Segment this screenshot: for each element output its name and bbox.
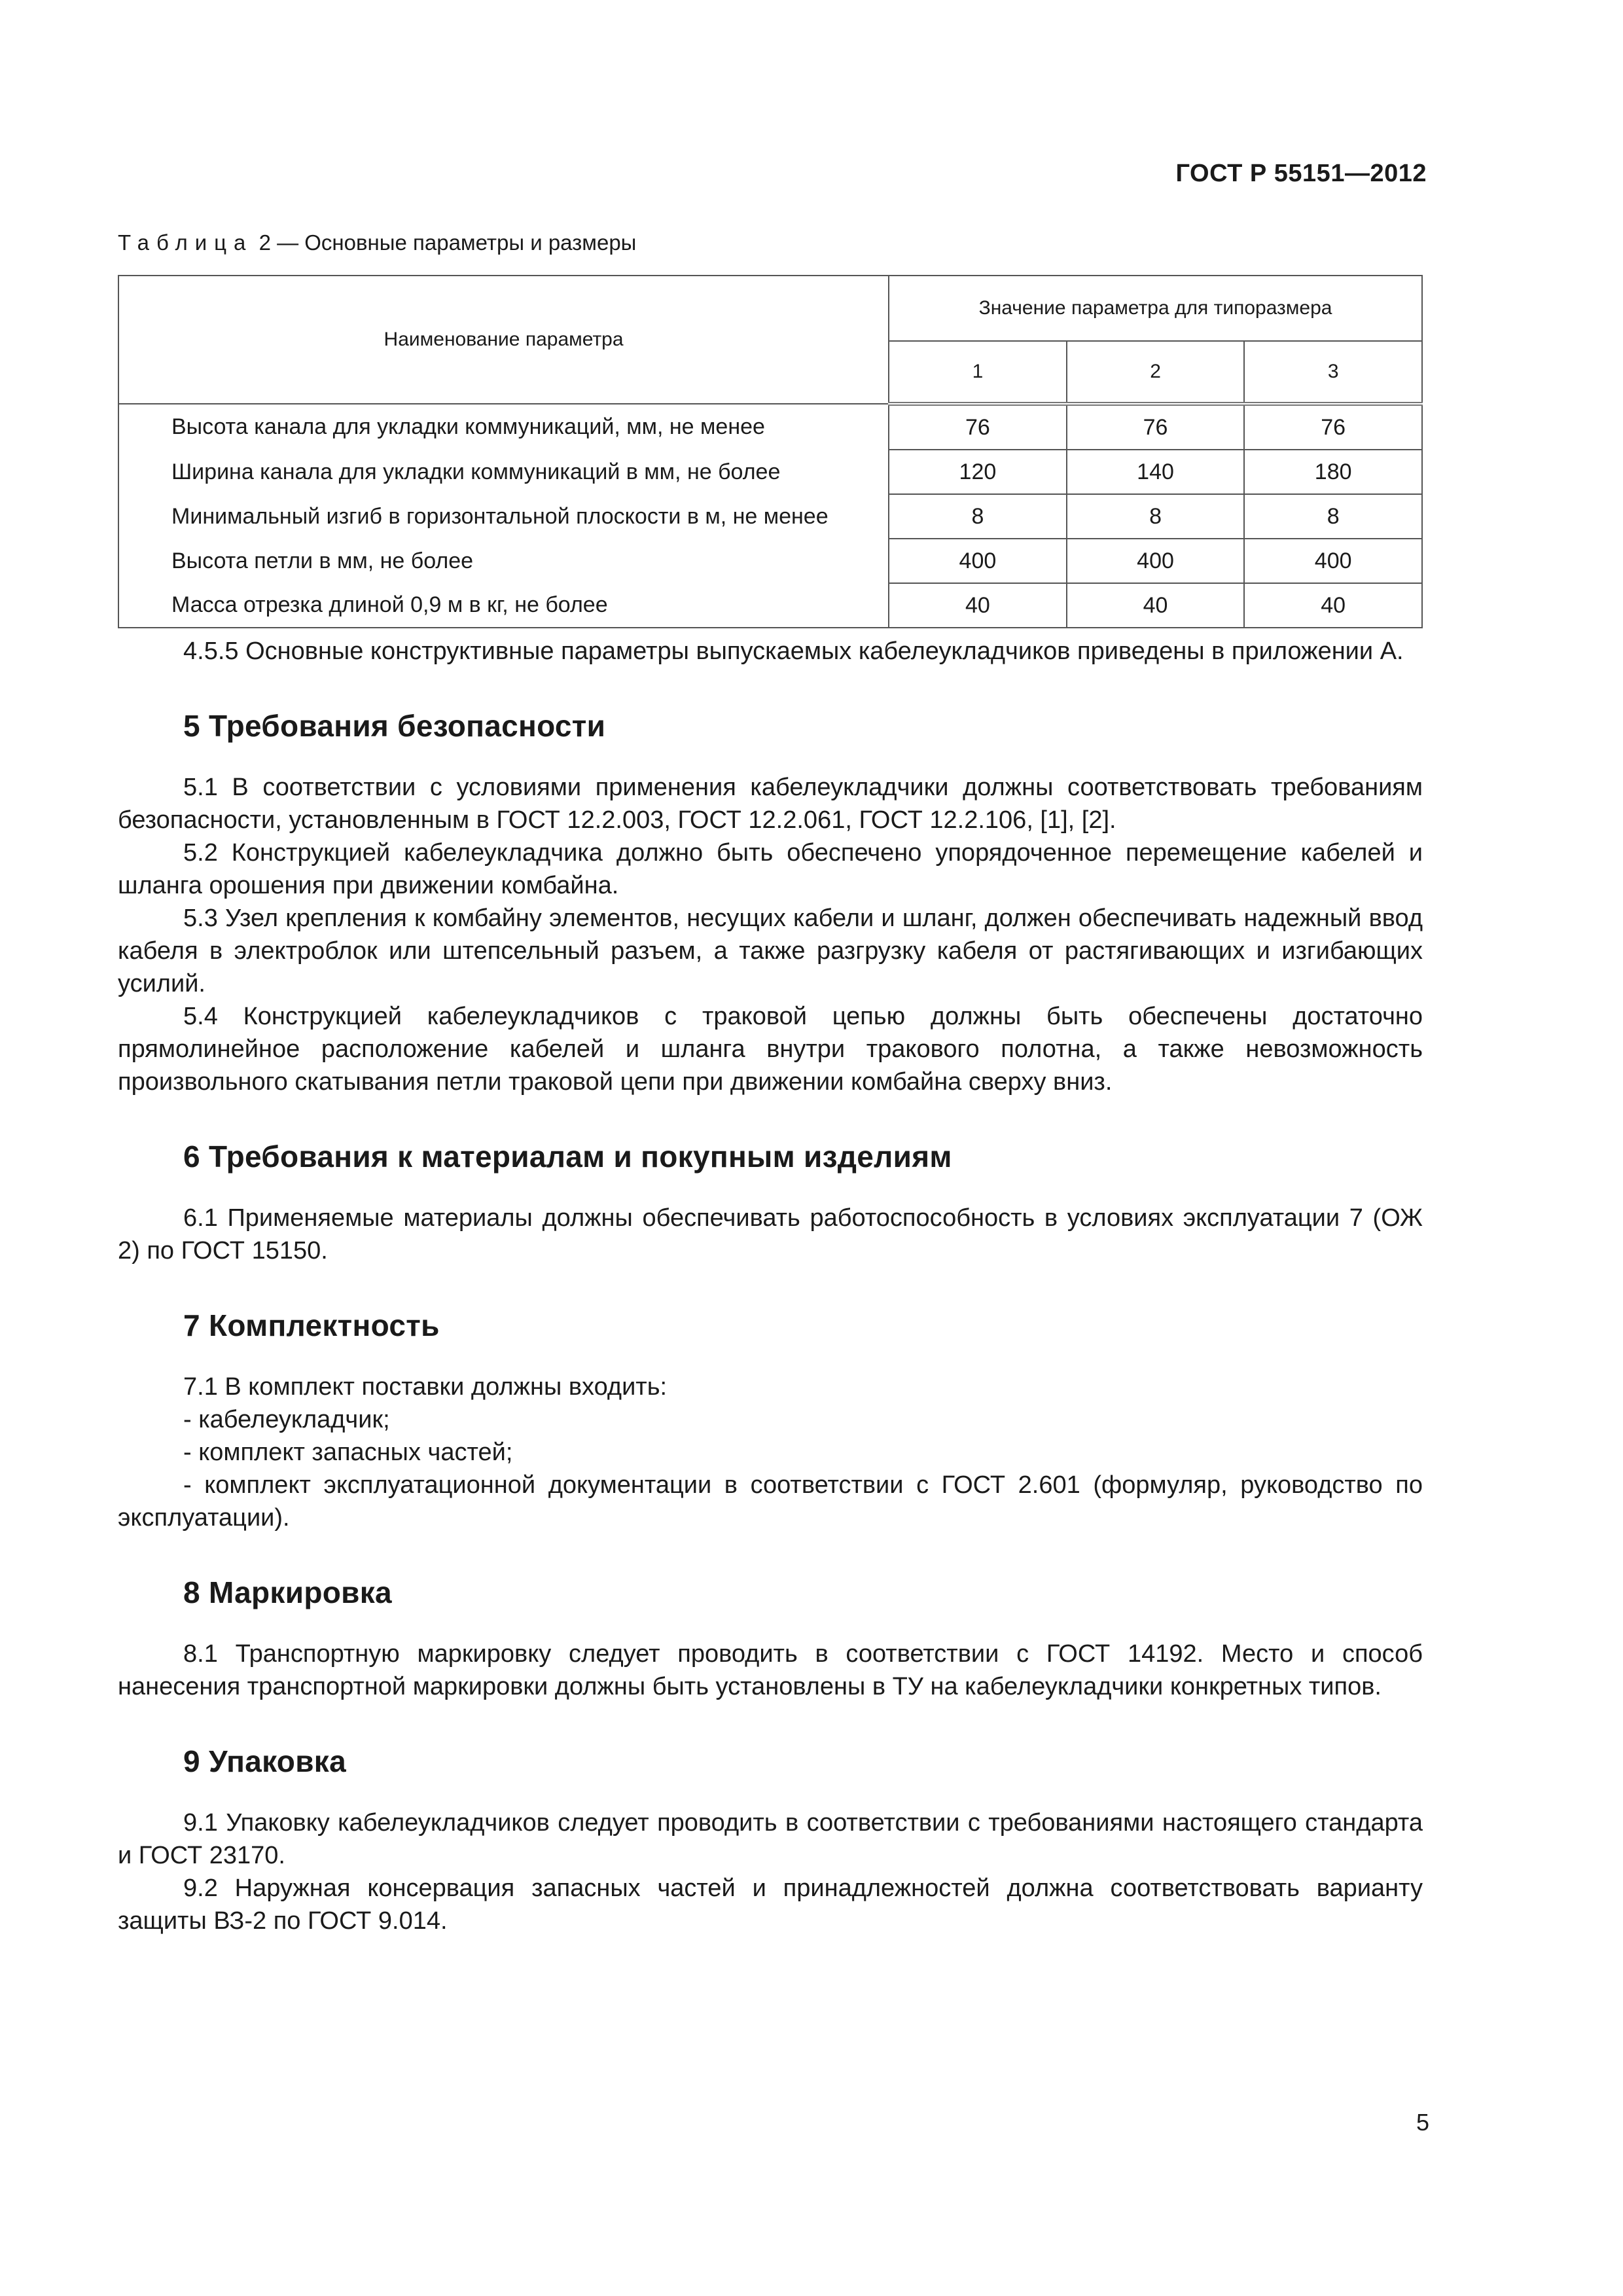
table-row — [118, 494, 1422, 539]
column-header-parameter-name: Наименование параметра — [118, 276, 889, 404]
list-item: - кабелеукладчик; — [183, 1406, 390, 1433]
table-row — [118, 450, 1422, 494]
row-parameter-name: Ширина канала для укладки коммуникаций в мм, не более — [118, 450, 889, 494]
page-number: 5 — [1416, 2109, 1429, 2136]
paragraph-7-1: 7.1 В комплект поставки должны входить: — [183, 1373, 668, 1401]
column-header-size-2: 2 — [1067, 341, 1245, 404]
column-header-size-1: 1 — [889, 341, 1067, 404]
table-row — [118, 539, 1422, 583]
row-value-size-2: 400 — [1067, 539, 1245, 583]
parameters-table — [118, 275, 1423, 628]
document-id-header: ГОСТ Р 55151—2012 — [1175, 160, 1427, 187]
paragraph-5-3: 5.3 Узел крепления к комбайну элементов, несущих кабели и шланг, должен обеспечивать надежный ввод кабеля в электроблок или штепсельный разъем, а также разгрузку кабеля от растягивающих и изгибающих усилий. — [118, 905, 1423, 997]
column-header-size-3: 3 — [1244, 341, 1422, 404]
paragraph-9-2: 9.2 Наружная консервация запасных частей и принадлежностей должна соответствовать варианту защиты ВЗ-2 по ГОСТ 9.014. — [118, 1874, 1423, 1935]
table-caption-text: 2 — Основные параметры и размеры — [259, 230, 637, 255]
paragraph-5-4: 5.4 Конструкцией кабелеукладчиков с траковой цепью должны быть обеспечены достаточно прямолинейное расположение кабелей и шланга внутри тракового полотна, а также невозможность произвольного скатывания петли траковой цепи при движении комбайна сверху вниз. — [118, 1003, 1423, 1096]
row-value-size-2: 8 — [1067, 494, 1245, 539]
section-heading-5: 5 Требования безопасности — [183, 709, 606, 743]
document-body — [118, 635, 1423, 1937]
paragraph-4-5-5: 4.5.5 Основные конструктивные параметры выпускаемых кабелеукладчиков приведены в приложении А. — [183, 637, 1404, 665]
section-heading-8: 8 Маркировка — [183, 1575, 392, 1609]
row-value-size-1: 120 — [889, 450, 1067, 494]
list-item: - комплект запасных частей; — [183, 1439, 513, 1466]
row-value-size-3: 400 — [1244, 539, 1422, 583]
list-item: - комплект эксплуатационной документации в соответствии с ГОСТ 2.601 (формуляр, руководство по эксплуатации). — [118, 1471, 1423, 1532]
paragraph-8-1: 8.1 Транспортную маркировку следует проводить в соответствии с ГОСТ 14192. Место и способ нанесения транспортной маркировки должны быть установлены в ТУ на кабелеукладчики конкретных типов. — [118, 1640, 1423, 1700]
row-value-size-2: 40 — [1067, 583, 1245, 628]
row-parameter-name: Высота канала для укладки коммуникаций, мм, не менее — [118, 404, 889, 450]
table-row — [118, 583, 1422, 628]
section-heading-6: 6 Требования к материалам и покупным изделиям — [183, 1139, 952, 1174]
row-parameter-name: Высота петли в мм, не более — [118, 539, 889, 583]
row-value-size-2: 76 — [1067, 404, 1245, 450]
row-parameter-name: Минимальный изгиб в горизонтальной плоскости в м, не менее — [118, 494, 889, 539]
row-value-size-3: 180 — [1244, 450, 1422, 494]
row-value-size-3: 8 — [1244, 494, 1422, 539]
row-value-size-1: 8 — [889, 494, 1067, 539]
row-value-size-1: 400 — [889, 539, 1067, 583]
row-value-size-3: 40 — [1244, 583, 1422, 628]
section-heading-7: 7 Комплектность — [183, 1308, 440, 1342]
row-value-size-1: 40 — [889, 583, 1067, 628]
paragraph-9-1: 9.1 Упаковку кабелеукладчиков следует проводить в соответствии с требованиями настоящего стандарта и ГОСТ 23170. — [118, 1809, 1423, 1869]
column-header-value-group: Значение параметра для типоразмера — [889, 276, 1422, 341]
paragraph-5-2: 5.2 Конструкцией кабелеукладчика должно быть обеспечено упорядоченное перемещение кабелей и шланга орошения при движении комбайна. — [118, 839, 1423, 899]
section-heading-9: 9 Упаковка — [183, 1744, 346, 1778]
row-value-size-1: 76 — [889, 404, 1067, 450]
table-caption-word: Таблица — [118, 230, 253, 255]
table-caption — [118, 230, 636, 255]
row-value-size-2: 140 — [1067, 450, 1245, 494]
paragraph-5-1: 5.1 В соответствии с условиями применения кабелеукладчики должны соответствовать требованиям безопасности, установленным в ГОСТ 12.2.003, ГОСТ 12.2.061, ГОСТ 12.2.106, [1], [2]. — [118, 774, 1423, 834]
row-parameter-name: Масса отрезка длиной 0,9 м в кг, не более — [118, 583, 889, 628]
paragraph-6-1: 6.1 Применяемые материалы должны обеспечивать работоспособность в условиях эксплуатации 7 (ОЖ 2) по ГОСТ 15150. — [118, 1204, 1423, 1265]
row-value-size-3: 76 — [1244, 404, 1422, 450]
table-row — [118, 404, 1422, 450]
